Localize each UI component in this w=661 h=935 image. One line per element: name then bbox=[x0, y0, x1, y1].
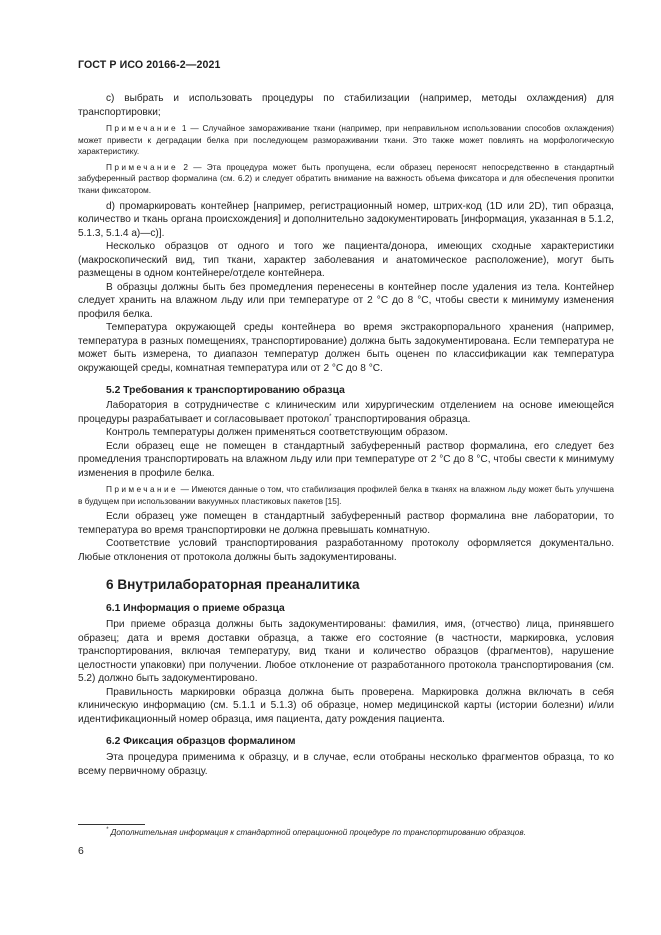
section-heading-6-2: 6.2 Фиксация образцов формалином bbox=[106, 736, 296, 748]
paragraph-container-transfer: В образцы должны быть без промедления перенесены в контейнер после удаления из тела. Контейнер следует хранить на влажном льду или при температуре от 2 °C до 8 °C, чтобы свести к минимуму изменения профиля белка. bbox=[78, 281, 614, 320]
paragraph-temperature-control: Контроль температуры должен применяться соответствующим образом. bbox=[106, 427, 448, 439]
paragraph-formalin-fixation: Эта процедура применима к образцу, и в случае, если отобраны несколько фрагментов образца, то ко всему первичному образцу. bbox=[78, 752, 614, 777]
footnote-reference-marker: * bbox=[329, 413, 332, 420]
note-vacuum-bags-label: Примечание bbox=[106, 484, 179, 495]
note-1-text: 1 — Случайное замораживание ткани (например, при неправильном использовании способов охлаждения) может привести к деградации белка при последующем размораживании ткани. Это также может повлиять на морфологическую характеристику. bbox=[78, 123, 614, 157]
footnote-text: Дополнительная информация к стандартной операционной процедуре по транспортированию образцов. bbox=[108, 828, 526, 837]
note-vacuum-bags-text: — Имеются данные о том, что стабилизация профилей белка в тканях на влажном льду может быть улучшена в будущем при использовании вакуумных пластиковых пакетов [15]. bbox=[78, 484, 614, 506]
page-number: 6 bbox=[78, 846, 84, 857]
page-body bbox=[78, 92, 614, 778]
footnote-divider bbox=[78, 824, 145, 825]
paragraph-transport-on-ice: Если образец еще не помещен в стандартный забуференный раствор формалина, его следует без промедления транспортировать на влажном льду или при температуре от 2 °C до 8 °C, чтобы свести к минимуму изменения в профиле белка. bbox=[78, 440, 614, 479]
note-vacuum-bags bbox=[78, 484, 614, 507]
list-item-d: d) промаркировать контейнер [например, регистрационный номер, штрих-код (1D или 2D), тип образца, количество и ткань органа происхождения] и дополнительно задокументировать [информация, указанная в 5.1.2, 5.1.3, 5.1.4 а)—с)]. bbox=[78, 200, 614, 239]
section-heading-6: 6 Внутрилабораторная преаналитика bbox=[106, 577, 360, 593]
paragraph-transport-protocol-end: транспортирования образца. bbox=[331, 413, 471, 425]
paragraph-transport-protocol bbox=[78, 399, 614, 426]
note-2-text: 2 — Эта процедура может быть пропущена, если образец переносят непосредственно в стандартный забуференный раствор формалина (см. 6.2) и следует обратить внимание на важность объема фиксатора и для обеспечения пропитки ткани фиксатором. bbox=[78, 161, 614, 195]
list-item-c: с) выбрать и использовать процедуры по стабилизации (например, методы охлаждения) для транспортировки; bbox=[78, 93, 614, 118]
paragraph-reception-documentation: При приеме образца должны быть задокументированы: фамилия, имя, (отчество) лица, принявшего образец; дата и время доставки образца, а также его состояние (в частности, маркировка, условия транспортирования, включая температуру, вид ткани и количество образцов (фрагментов), нарушение целостности упаковки) при получении. Любое отклонение от разработанного протокола транспортирования (см. 5.2) должно быть задокументировано. bbox=[78, 619, 614, 685]
paragraph-transport-protocol-start: Лаборатория в сотрудничестве с клиническим или хирургическим отделением на основе имеющейся процедуры разрабатывает и согласовывает протокол bbox=[78, 400, 614, 425]
footnote bbox=[106, 827, 614, 838]
note-2 bbox=[78, 162, 614, 197]
note-2-label: Примечание bbox=[106, 161, 179, 172]
paragraph-ambient-temperature: Температура окружающей среды контейнера во время экстракорпорального хранения (например, температура в разных помещениях, транспортирование) должна быть задокументирована. Если температура не может быть измерена, то диапазон температур должен быть оценен по классификации как температура окружающей среды, комнатная температура или от 2 °C до 8 °C. bbox=[78, 322, 614, 374]
note-1 bbox=[78, 123, 614, 158]
paragraph-multiple-samples: Несколько образцов от одного и того же пациента/донора, имеющих сходные характеристики (макроскопический вид, тип ткани, характер заболевания и анатомическое расположение), могут быть размещены в одном контейнере/отделе контейнера. bbox=[78, 241, 614, 280]
paragraph-protocol-compliance: Соответствие условий транспортирования разработанному протоколу оформляется документально. Любые отклонения от протокола должны быть задокументированы. bbox=[78, 538, 614, 563]
document-code-header: ГОСТ Р ИСО 20166-2—2021 bbox=[78, 59, 221, 71]
footnote-marker: * bbox=[106, 827, 109, 833]
paragraph-labeling-check: Правильность маркировки образца должна быть проверена. Маркировка должна включать в себя клиническую информацию (см. 5.1.1 и 5.1.3) об образце, номер медицинской карты (истории болезни) и/или идентификационный номер образца, имя пациента, дату рождения пациента. bbox=[78, 686, 614, 725]
section-heading-5-2: 5.2 Требования к транспортированию образца bbox=[106, 385, 345, 397]
section-heading-6-1: 6.1 Информация о приеме образца bbox=[106, 603, 285, 615]
note-1-label: Примечание bbox=[106, 123, 179, 133]
paragraph-formalin-transport: Если образец уже помещен в стандартный забуференный раствор формалина вне лаборатории, то температура во время транспортировки не должна превышать комнатную. bbox=[78, 511, 614, 536]
